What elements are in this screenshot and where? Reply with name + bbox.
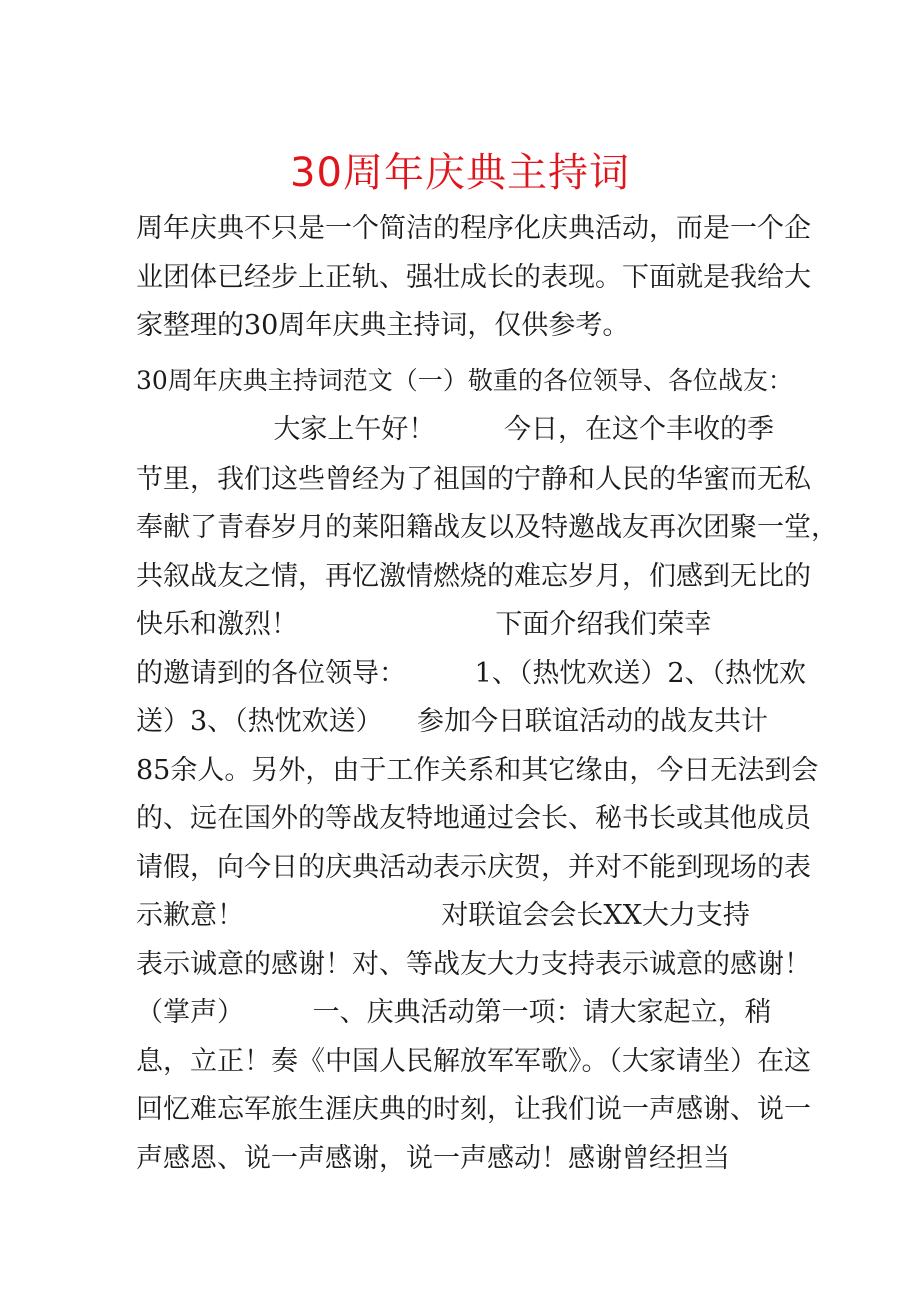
- body-line: 表示诚意的感谢！对、等战友大力支持表示诚意的感谢！: [136, 949, 811, 980]
- body-line: 声感恩、说一声感谢，说一声感动！感谢曾经担当: [136, 1143, 730, 1174]
- body-line: 业团体已经步上正轨、强壮成长的表现。下面就是我给大: [136, 262, 811, 293]
- body-line: 大家上午好！ 今日，在这个丰收的季: [136, 414, 774, 445]
- body-line: 家整理的30周年庆典主持词，仅供参考。: [136, 310, 630, 341]
- body-line: 示歉意！ 对联谊会会长XX大力支持: [136, 900, 750, 931]
- body-line: 周年庆典不只是一个简洁的程序化庆典活动，而是一个企: [136, 213, 811, 244]
- body-line: 回忆难忘军旅生涯庆典的时刻，让我们说一声感谢、说一: [136, 1094, 811, 1125]
- body-line: 85余人。另外，由于工作关系和其它缘由，今日无法到会: [136, 755, 819, 786]
- body-line: 请假，向今日的庆典活动表示庆贺，并对不能到现场的表: [136, 852, 811, 883]
- body-line: 共叙战友之情，再忆激情燃烧的难忘岁月，们感到无比的: [136, 561, 811, 592]
- document-title: 30周年庆典主持词: [290, 150, 630, 196]
- body-line: （掌声） 一、庆典活动第一项：请大家起立，稍: [136, 997, 772, 1028]
- body-line: 30周年庆典主持词范文（一）敬重的各位领导、各位战友：: [136, 366, 793, 395]
- body-line: 的、远在国外的等战友特地通过会长、秘书长或其他成员: [136, 803, 811, 834]
- body-line: 节里，我们这些曾经为了祖国的宁静和人民的华蜜而无私: [136, 464, 811, 495]
- body-line: 奉献了青春岁月的莱阳籍战友以及特邀战友再次团聚一堂，: [136, 512, 838, 543]
- body-line: 息，立正！奏《中国人民解放军军歌》。（大家请坐）在这: [136, 1046, 811, 1077]
- body-line: 送）3、（热忱欢送） 参加今日联谊活动的战友共计: [136, 706, 769, 737]
- body-line: 的邀请到的各位领导： 1、（热忱欢送）2、（热忱欢: [136, 658, 807, 689]
- body-line: 快乐和激烈！ 下面介绍我们荣幸: [136, 609, 712, 640]
